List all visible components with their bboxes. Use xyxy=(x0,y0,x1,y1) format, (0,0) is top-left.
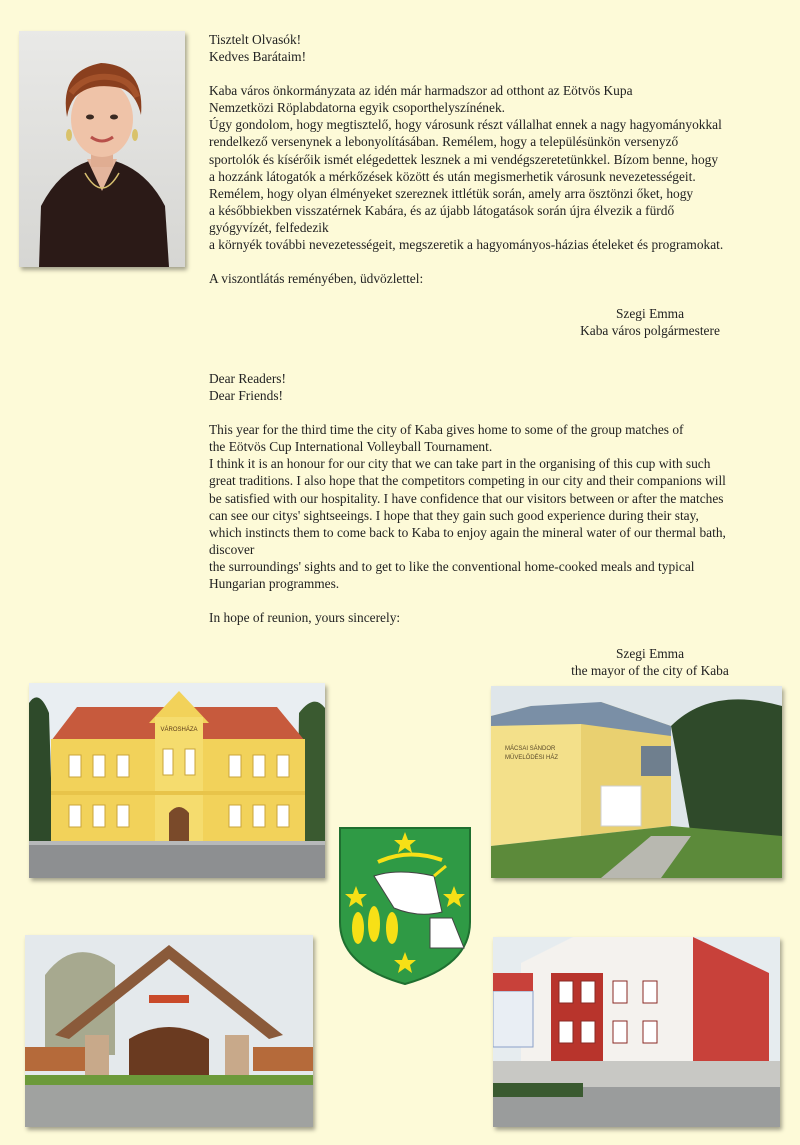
signature-name: Szegi Emma xyxy=(615,306,685,321)
mayor-portrait-photo xyxy=(19,31,185,267)
english-signature xyxy=(550,645,750,679)
hungarian-closing: A viszontlátás reményében, üdvözlettel: xyxy=(209,271,424,287)
coat-of-arms xyxy=(338,826,472,986)
hungarian-line: a későbbiekben visszatérnek Kabára, és az újabb látogatások során újra élvezik a fürdő xyxy=(209,202,675,218)
hungarian-greeting-friends: Kedves Barátaim! xyxy=(209,49,307,65)
english-line: I think it is an honour for our city that we can take part in the organising of this cup with such xyxy=(209,456,711,472)
wooden-gate-photo xyxy=(25,935,313,1127)
cultural-house-sign-line1: MÁCSAI SÁNDOR xyxy=(505,746,556,752)
english-line: Hungarian programmes. xyxy=(209,576,340,592)
hungarian-letter xyxy=(209,31,784,287)
english-line: be satisfied with our hospitality. I have confidence that our visitors between or after the matches xyxy=(209,490,724,506)
signature-title: Kaba város polgármestere xyxy=(580,323,720,339)
town-hall-photo xyxy=(29,683,325,878)
hungarian-line: Remélem, hogy olyan élményeket szereznek ittlétük során, amely arra ösztönzi őket, hogy xyxy=(209,185,694,201)
hungarian-line: a környék további nevezetességeit, megszeretik a hagyományos-házias ételeket és programokat. xyxy=(209,237,724,253)
hungarian-line: Úgy gondolom, hogy megtisztelő, hogy városunk részt vállalhat ennek a nagy hagyományokkal xyxy=(209,117,722,133)
town-hall-sign: VÁROSHÁZA xyxy=(160,727,198,733)
signature-name: Szegi Emma xyxy=(615,646,685,661)
english-line: can see our citys' sightseeings. I hope that they gain such good experience during their stay, xyxy=(209,507,699,523)
english-letter xyxy=(209,370,784,626)
english-closing: In hope of reunion, yours sincerely: xyxy=(209,610,401,626)
english-greeting-readers: Dear Readers! xyxy=(209,371,286,386)
hungarian-greeting-readers: Tisztelt Olvasók! xyxy=(209,32,302,47)
hungarian-line: rendelkező versenynek a lebonyolításában. Remélem, hogy a településünkön versenyző xyxy=(209,134,679,150)
english-greeting-friends: Dear Friends! xyxy=(209,388,283,404)
red-white-building-photo xyxy=(493,937,780,1127)
english-line: This year for the third time the city of Kaba gives home to some of the group matches of xyxy=(209,422,684,438)
cultural-house-photo xyxy=(491,686,782,878)
hungarian-signature xyxy=(560,305,740,339)
english-line: discover xyxy=(209,541,255,557)
english-line: the surroundings' sights and to get to like the conventional home-cooked meals and typical xyxy=(209,558,695,574)
hungarian-line: Nemzetközi Röplabdatorna egyik csoporthelyszínének. xyxy=(209,100,505,116)
english-line: great traditions. I also hope that the competitors competing in our city and their companions will xyxy=(209,473,726,489)
hungarian-line: sportolók és kísérőik ismét elégedettek lesznek a mi vendégszeretetünkkel. Bízom benne, hogy xyxy=(209,151,719,167)
hungarian-line: gyógyvízét, felfedezik xyxy=(209,219,329,235)
english-line: which instincts them to come back to Kaba to enjoy again the mineral water of our thermal bath, xyxy=(209,524,726,540)
hungarian-line: a hozzánk látogatók a mérkőzések között és után megismerhetik városunk nevezetességeit. xyxy=(209,168,696,184)
english-line: the Eötvös Cup International Volleyball Tournament. xyxy=(209,439,493,455)
hungarian-line: Kaba város önkormányzata az idén már harmadszor ad otthont az Eötvös Kupa xyxy=(209,83,633,99)
cultural-house-sign-line2: MŰVELŐDÉSI HÁZ xyxy=(505,755,559,761)
signature-title: the mayor of the city of Kaba xyxy=(571,663,729,679)
